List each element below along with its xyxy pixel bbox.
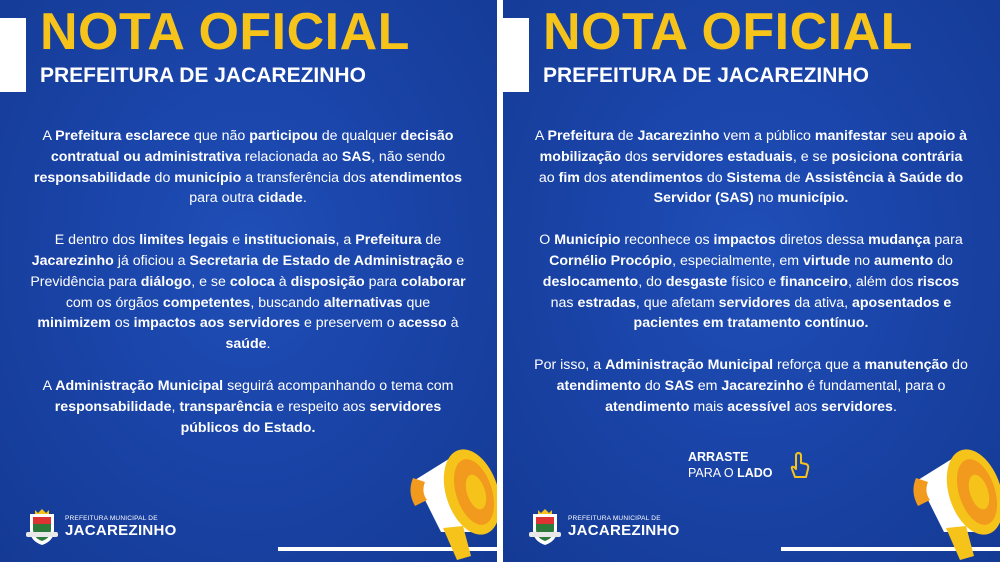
emphasis-text: município	[174, 169, 242, 186]
body-text: que não	[190, 128, 250, 144]
emphasis-text: Sistema	[726, 169, 781, 186]
body-text: ,	[171, 398, 180, 415]
swipe-hint[interactable]	[688, 449, 773, 481]
panel-title: NOTA OFICIAL	[40, 3, 410, 61]
body-text: .	[302, 190, 307, 207]
body-text: de	[613, 128, 638, 144]
emphasis-text: impactos aos servidores	[133, 315, 301, 332]
hand-pointer-icon	[786, 451, 812, 479]
emphasis-text: manutenção	[864, 357, 949, 374]
emphasis-text: atendimentos	[369, 169, 463, 186]
emphasis-text: deslocamento	[542, 273, 639, 290]
swipe-line-1: ARRASTE	[688, 450, 749, 464]
emphasis-text: servidores estaduais	[651, 148, 793, 165]
note-panel-left	[0, 0, 497, 562]
body-text: é fundamental, para o	[803, 377, 946, 394]
emphasis-text: disposição	[290, 273, 365, 290]
emphasis-text: limites legais	[139, 232, 229, 249]
emphasis-text: servidores	[821, 398, 893, 415]
body-text: , do	[638, 273, 666, 290]
body-text: os	[110, 315, 134, 332]
swipe-line-2-bold: LADO	[737, 466, 773, 480]
logo-caption: PREFEITURA MUNICIPAL DE	[568, 515, 661, 522]
megaphone-icon	[405, 440, 497, 562]
body-text: do	[948, 357, 968, 374]
body-text: para	[930, 232, 963, 249]
emphasis-text: atendimento	[556, 377, 641, 394]
body-text: .	[892, 398, 897, 415]
emphasis-text: alternativas	[323, 294, 403, 311]
body-text: e respeito aos	[272, 398, 370, 415]
body-text: A	[534, 128, 548, 144]
emphasis-text: Jacarezinho	[637, 128, 720, 144]
emphasis-text: transparência	[179, 398, 273, 415]
body-text: e preservem o	[300, 315, 399, 332]
emphasis-text: saúde	[225, 336, 267, 353]
body-text: , a	[335, 232, 356, 249]
body-text: A	[42, 128, 56, 144]
emphasis-text: acesso	[398, 315, 447, 332]
emphasis-text: cidade	[257, 190, 303, 207]
body-text: no	[753, 190, 778, 207]
emphasis-text: diálogo	[140, 273, 192, 290]
paragraph	[28, 376, 468, 438]
emphasis-text: Administração Municipal	[55, 377, 224, 394]
body-text: da ativa,	[790, 294, 852, 311]
body-text: Por isso, a	[534, 357, 606, 374]
body-text: no	[850, 252, 874, 269]
swipe-line-2-text: PARA O	[688, 466, 738, 480]
body-text: de qualquer	[317, 128, 401, 144]
emphasis-text: município.	[777, 190, 849, 207]
emphasis-text: participou	[249, 128, 318, 144]
body-text: à	[274, 273, 291, 290]
emphasis-text: atendimento	[605, 398, 690, 415]
body-text: para outra	[189, 190, 258, 207]
body-text: aos	[790, 398, 822, 415]
emphasis-text: financeiro	[780, 273, 848, 290]
body-text: com os órgãos	[65, 294, 163, 311]
body-text: reconhece os	[620, 232, 714, 249]
body-text: O	[539, 232, 555, 249]
body-text: seu	[886, 128, 918, 144]
paragraph	[531, 230, 971, 334]
city-logo	[528, 508, 680, 546]
paragraph	[28, 230, 468, 355]
body-text: vem a público	[719, 128, 815, 144]
body-text: A	[42, 377, 56, 394]
body-text: reforça que a	[773, 357, 865, 374]
body-text: que	[402, 294, 431, 311]
emphasis-text: Prefeitura	[355, 232, 422, 249]
body-text: e	[228, 232, 245, 249]
emphasis-text: Jacarezinho	[31, 252, 114, 269]
emphasis-text: decisão contratual ou administrativa	[50, 128, 454, 165]
accent-bar	[503, 18, 529, 92]
body-text: , que afetam	[635, 294, 719, 311]
body-text: .	[266, 336, 271, 353]
body-text: diretos dessa	[775, 232, 869, 249]
body-text: à	[446, 315, 459, 332]
emphasis-text: Cornélio Procópio	[549, 252, 673, 269]
body-text: , buscando	[250, 294, 324, 311]
emphasis-text: riscos	[917, 273, 960, 290]
emphasis-text: SAS	[664, 377, 694, 394]
paragraph	[531, 126, 971, 209]
emphasis-text: mudança	[868, 232, 931, 249]
body-text: nas	[550, 294, 578, 311]
emphasis-text: minimizem	[37, 315, 111, 332]
emphasis-text: apoio à mobilização	[539, 128, 968, 165]
emphasis-text: servidores públicos do Estado.	[180, 398, 442, 436]
logo-name: JACAREZINHO	[568, 522, 680, 539]
body-text: E dentro dos	[54, 232, 140, 249]
emphasis-text: manifestar	[814, 128, 887, 144]
body-text: mais	[689, 398, 728, 415]
body-text: físico e	[727, 273, 781, 290]
body-text: do	[150, 169, 175, 186]
crest-icon	[528, 508, 562, 546]
emphasis-text: responsabilidade	[54, 398, 172, 415]
emphasis-text: institucionais	[244, 232, 336, 249]
note-body	[531, 126, 971, 439]
body-text: para	[364, 273, 401, 290]
body-text: do	[640, 377, 665, 394]
emphasis-text: Assistência à Saúde do Servidor (SAS)	[653, 169, 964, 207]
body-text: , especialmente, em	[672, 252, 804, 269]
body-text: ao	[538, 169, 559, 186]
logo-caption: PREFEITURA MUNICIPAL DE	[65, 515, 158, 522]
emphasis-text: atendimentos	[610, 169, 703, 186]
note-panel-right	[503, 0, 1000, 562]
emphasis-text: responsabilidade	[33, 169, 151, 186]
city-logo	[25, 508, 177, 546]
emphasis-text: Prefeitura esclarece	[55, 128, 191, 144]
body-text: relacionada ao	[240, 148, 342, 165]
logo-name: JACAREZINHO	[65, 522, 177, 539]
emphasis-text: Jacarezinho	[721, 377, 804, 394]
emphasis-text: posiciona contrária	[831, 148, 963, 165]
body-text: dos	[579, 169, 611, 186]
swipe-line-2	[688, 465, 773, 481]
body-text: , além dos	[847, 273, 918, 290]
emphasis-text: Município	[554, 232, 621, 249]
body-text: do	[933, 252, 953, 269]
body-text: do	[702, 169, 727, 186]
emphasis-text: virtude	[803, 252, 851, 269]
note-body	[28, 126, 468, 459]
emphasis-text: aposentados e pacientes em tratamento contínuo.	[633, 294, 952, 332]
emphasis-text: SAS	[341, 148, 371, 165]
accent-bar	[0, 18, 26, 92]
emphasis-text: impactos	[713, 232, 776, 249]
body-text: já oficiou a	[113, 252, 190, 269]
panel-title: NOTA OFICIAL	[543, 3, 913, 61]
body-text: seguirá acompanhando o tema com	[223, 377, 454, 394]
panel-subtitle: PREFEITURA DE JACAREZINHO	[543, 64, 869, 87]
paragraph	[531, 355, 971, 417]
body-text: de	[780, 169, 805, 186]
emphasis-text: Secretaria de Estado de Administração	[189, 252, 453, 269]
megaphone-icon	[908, 440, 1000, 562]
emphasis-text: fim	[558, 169, 580, 186]
emphasis-text: competentes	[162, 294, 251, 311]
emphasis-text: aumento	[874, 252, 934, 269]
body-text: , e se	[191, 273, 230, 290]
emphasis-text: servidores	[718, 294, 791, 311]
body-text: a transferência dos	[241, 169, 370, 186]
body-text: , e se	[792, 148, 832, 165]
body-text: de	[421, 232, 442, 249]
emphasis-text: colaborar	[401, 273, 466, 290]
body-text: , não sendo	[370, 148, 446, 165]
emphasis-text: Administração Municipal	[605, 357, 774, 374]
panel-subtitle: PREFEITURA DE JACAREZINHO	[40, 64, 366, 87]
body-text: em	[693, 377, 722, 394]
paragraph	[28, 126, 468, 209]
emphasis-text: desgaste	[665, 273, 728, 290]
crest-icon	[25, 508, 59, 546]
emphasis-text: Prefeitura	[547, 128, 614, 144]
emphasis-text: acessível	[727, 398, 791, 415]
body-text: e Previdência para	[30, 252, 465, 290]
emphasis-text: estradas	[577, 294, 636, 311]
emphasis-text: coloca	[229, 273, 275, 290]
body-text: dos	[620, 148, 652, 165]
